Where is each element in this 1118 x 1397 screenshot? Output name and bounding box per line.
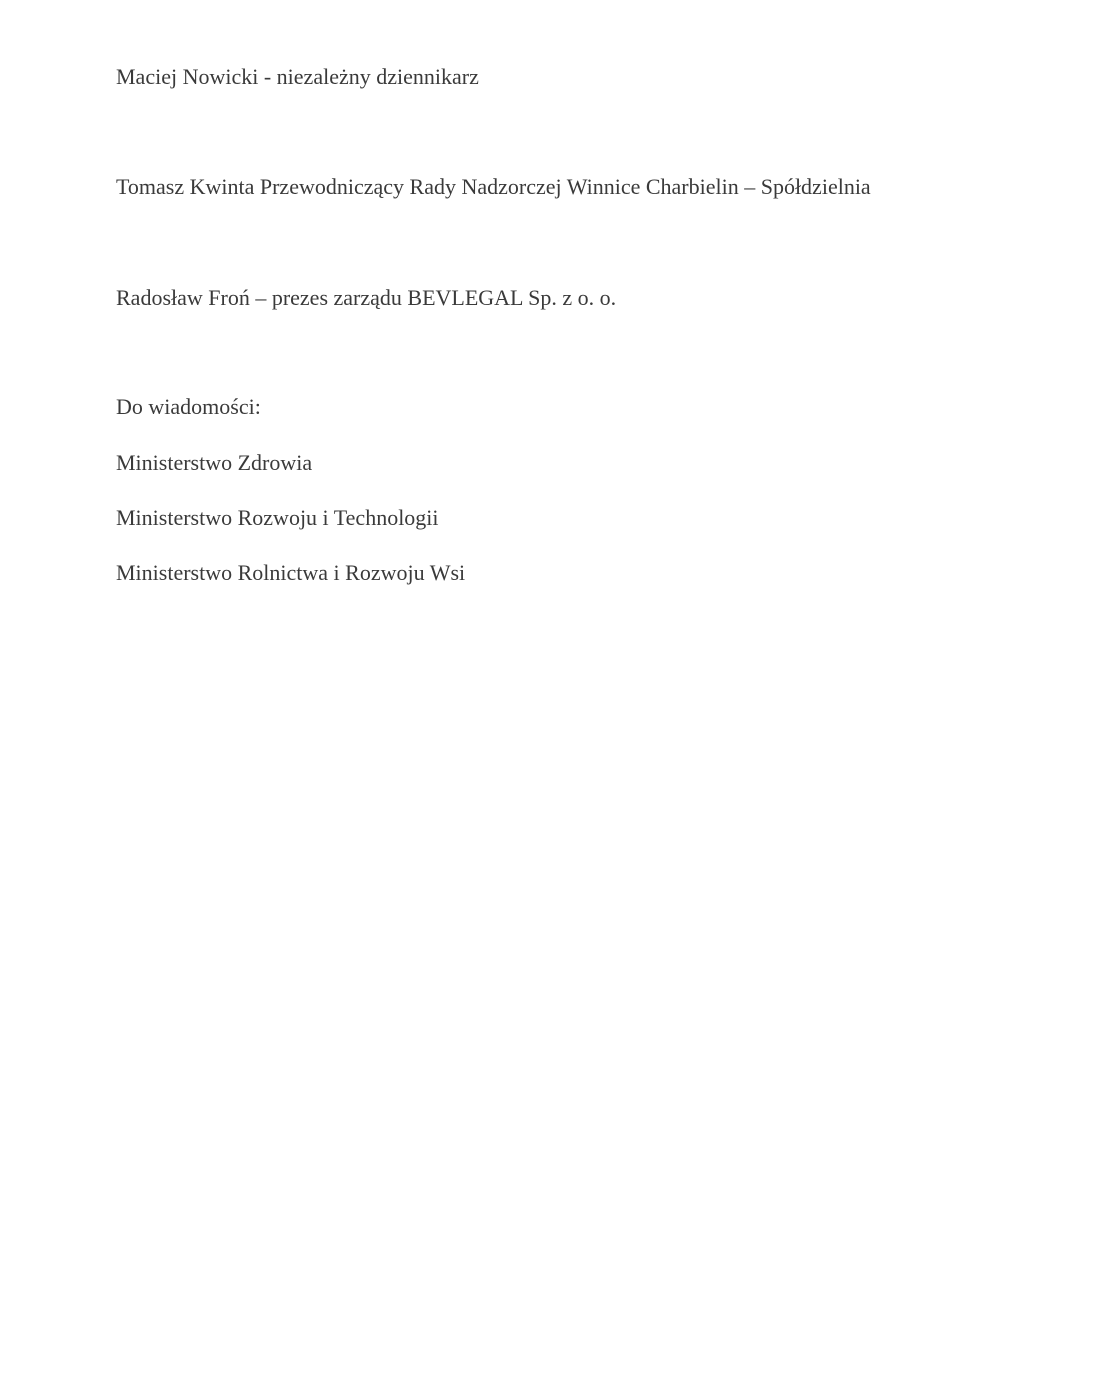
cc-recipient: Ministerstwo Zdrowia xyxy=(116,450,313,475)
cc-heading: Do wiadomości: xyxy=(116,394,261,419)
signatory-line: Maciej Nowicki - niezależny dziennikarz xyxy=(116,64,479,89)
signatory-line: Radosław Froń – prezes zarządu BEVLEGAL Sp. z o. o. xyxy=(116,285,617,310)
cc-recipient: Ministerstwo Rolnictwa i Rozwoju Wsi xyxy=(116,560,466,585)
signatory-line: Tomasz Kwinta Przewodniczący Rady Nadzorczej Winnice Charbielin – Spółdzielnia xyxy=(116,174,871,199)
cc-recipient: Ministerstwo Rozwoju i Technologii xyxy=(116,505,439,530)
